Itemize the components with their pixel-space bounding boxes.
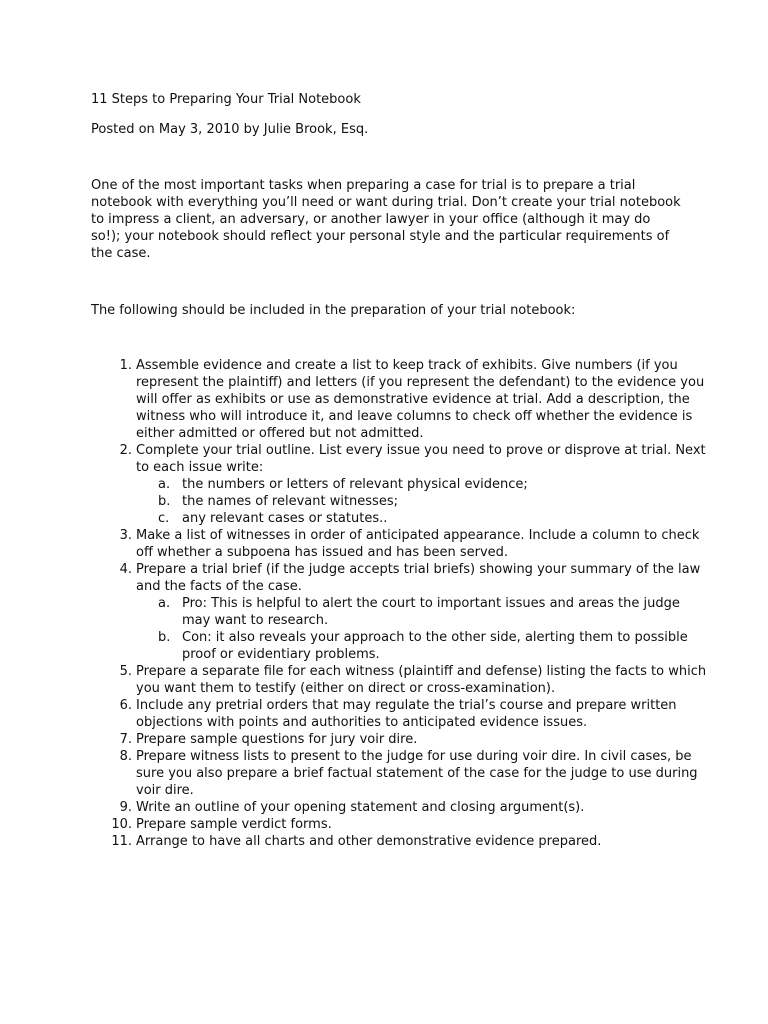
step-text: Write an outline of your opening statement and closing argument(s).	[136, 800, 585, 815]
sub-item-text: the names of relevant witnesses;	[182, 494, 398, 509]
steps-list	[91, 357, 708, 850]
sub-item-text: the numbers or letters of relevant physical evidence;	[182, 477, 528, 492]
sub-item-letter: a.	[158, 477, 171, 492]
sub-item	[136, 493, 708, 510]
sub-item	[136, 510, 708, 527]
step-text: Prepare sample questions for jury voir dire.	[136, 732, 418, 747]
step-number: 5.	[119, 664, 132, 679]
step-text: Arrange to have all charts and other demonstrative evidence prepared.	[136, 834, 602, 849]
intro-paragraph: One of the most important tasks when preparing a case for trial is to prepare a trial notebook with everything you’ll need or want during trial. Don’t create your trial notebook to impress a client, an adversary, or another lawyer in your office (although it may do so!); your notebook should reflect your personal style and the particular requirements of the case.	[91, 178, 681, 261]
step-item	[91, 442, 708, 527]
sub-item	[136, 629, 708, 663]
step-item	[91, 527, 708, 561]
step-text: Prepare a trial brief (if the judge accepts trial briefs) showing your summary of the law and the facts of the case.	[136, 562, 701, 594]
step-text: Prepare witness lists to present to the judge for use during voir dire. In civil cases, be sure you also prepare a brief factual statement of the case for the judge to use during voir dire.	[136, 749, 698, 798]
step-item	[91, 816, 708, 833]
sub-item	[136, 476, 708, 493]
step-number: 4.	[119, 562, 132, 577]
sub-list	[136, 595, 708, 663]
step-text: Make a list of witnesses in order of anticipated appearance. Include a column to check off whether a subpoena has issued and has been served.	[136, 528, 700, 560]
step-number: 10.	[111, 817, 132, 832]
step-item	[91, 561, 708, 663]
step-item	[91, 357, 708, 442]
sub-list	[136, 476, 708, 527]
step-item	[91, 697, 708, 731]
step-text: Complete your trial outline. List every issue you need to prove or disprove at trial. Next to each issue write:	[136, 443, 706, 475]
lead-sentence: The following should be included in the preparation of your trial notebook:	[91, 303, 576, 318]
step-number: 3.	[119, 528, 132, 543]
step-number: 6.	[119, 698, 132, 713]
step-number: 11.	[111, 834, 132, 849]
step-item	[91, 799, 708, 816]
sub-item-text: Pro: This is helpful to alert the court to important issues and areas the judge may want to research.	[182, 596, 680, 628]
sub-item-text: Con: it also reveals your approach to the other side, alerting them to possible proof or evidentiary problems.	[182, 630, 688, 662]
step-text: Assemble evidence and create a list to keep track of exhibits. Give numbers (if you represent the plaintiff) and letters (if you represent the defendant) to the evidence you will offer as exhibits or use as demonstrative evidence at trial. Add a description, the witness who will introduce it, and leave columns to check off whether the evidence is either admitted or offered but not admitted.	[136, 358, 705, 441]
step-number: 9.	[119, 800, 132, 815]
step-number: 2.	[119, 443, 132, 458]
step-text: Prepare a separate file for each witness (plaintiff and defense) listing the facts to which you want them to testify (either on direct or cross-examination).	[136, 664, 707, 696]
sub-item-letter: c.	[158, 511, 170, 526]
step-item	[91, 748, 708, 799]
step-text: Prepare sample verdict forms.	[136, 817, 332, 832]
step-item	[91, 663, 708, 697]
page-title: 11 Steps to Preparing Your Trial Notebook	[91, 92, 361, 107]
sub-item-letter: a.	[158, 596, 171, 611]
sub-item-letter: b.	[158, 630, 171, 645]
step-item	[91, 833, 708, 850]
step-text: Include any pretrial orders that may regulate the trial’s course and prepare written objections with points and authorities to anticipated evidence issues.	[136, 698, 677, 730]
sub-item-text: any relevant cases or statutes..	[182, 511, 388, 526]
byline: Posted on May 3, 2010 by Julie Brook, Esq.	[91, 122, 369, 137]
step-item	[91, 731, 708, 748]
step-number: 8.	[119, 749, 132, 764]
step-number: 7.	[119, 732, 132, 747]
sub-item	[136, 595, 708, 629]
sub-item-letter: b.	[158, 494, 171, 509]
step-number: 1.	[119, 358, 132, 373]
